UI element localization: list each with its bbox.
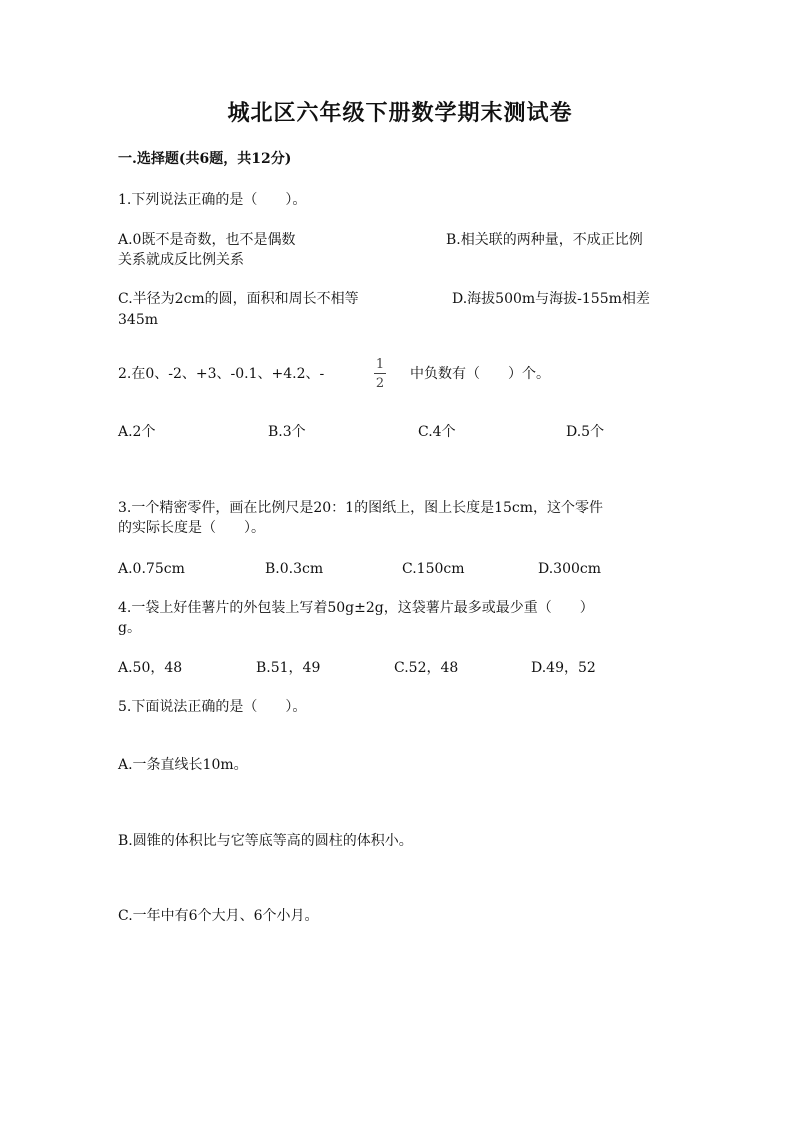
question-1-option-b-continued: 关系就成反比例关系 <box>118 252 244 268</box>
question-4-option-d: D.49，52 <box>531 660 596 676</box>
question-2-option-c: C.4个 <box>418 424 456 440</box>
question-2-option-b: B.3个 <box>268 424 306 440</box>
question-1-stem: 1.下列说法正确的是（ ）。 <box>118 192 307 208</box>
fraction-denominator: 2 <box>375 376 385 391</box>
question-1-option-b: B.相关联的两种量，不成正比例 <box>446 232 643 248</box>
question-2-option-d: D.5个 <box>566 424 605 440</box>
question-3-option-d: D.300cm <box>538 561 602 577</box>
question-4-stem-continued: g。 <box>118 620 141 636</box>
fraction-bar <box>374 373 386 374</box>
question-5-option-a: A.一条直线长10m。 <box>118 757 248 773</box>
question-3-option-b: B.0.3cm <box>265 561 324 577</box>
question-4-stem: 4.一袋上好佳薯片的外包装上写着50g±2g，这袋薯片最多或最少重（ ） <box>118 600 594 616</box>
question-2-fraction <box>372 357 388 391</box>
section-heading-choice: 一.选择题(共6题，共12分) <box>118 151 292 167</box>
exam-title: 城北区六年级下册数学期末测试卷 <box>227 100 573 126</box>
fraction-numerator: 1 <box>375 357 385 372</box>
question-4-option-c: C.52，48 <box>394 660 459 676</box>
question-5-option-c: C.一年中有6个大月、6个小月。 <box>118 908 319 924</box>
question-3-option-c: C.150cm <box>402 561 465 577</box>
question-4-option-b: B.51，49 <box>256 660 321 676</box>
question-1-option-a: A.0既不是奇数，也不是偶数 <box>118 232 296 248</box>
question-2-stem-end: 中负数有（ ）个。 <box>410 366 550 382</box>
question-2-option-a: A.2个 <box>118 424 156 440</box>
question-3-stem: 3.一个精密零件，画在比例尺是20：1的图纸上，图上长度是15cm，这个零件 <box>118 500 604 516</box>
question-5-option-b: B.圆锥的体积比与它等底等高的圆柱的体积小。 <box>118 833 413 849</box>
question-1-option-d: D.海拔500m与海拔-155m相差 <box>452 291 650 307</box>
question-3-option-a: A.0.75cm <box>118 561 185 577</box>
question-5-stem: 5.下面说法正确的是（ ）。 <box>118 699 307 715</box>
question-1-option-d-continued: 345m <box>118 312 158 328</box>
question-1-option-c: C.半径为2cm的圆，面积和周长不相等 <box>118 291 359 307</box>
question-2-stem-start: 2.在0、-2、+3、-0.1、+4.2、- <box>118 366 325 382</box>
question-3-stem-continued: 的实际长度是（ ）。 <box>118 520 265 536</box>
question-4-option-a: A.50，48 <box>118 660 183 676</box>
